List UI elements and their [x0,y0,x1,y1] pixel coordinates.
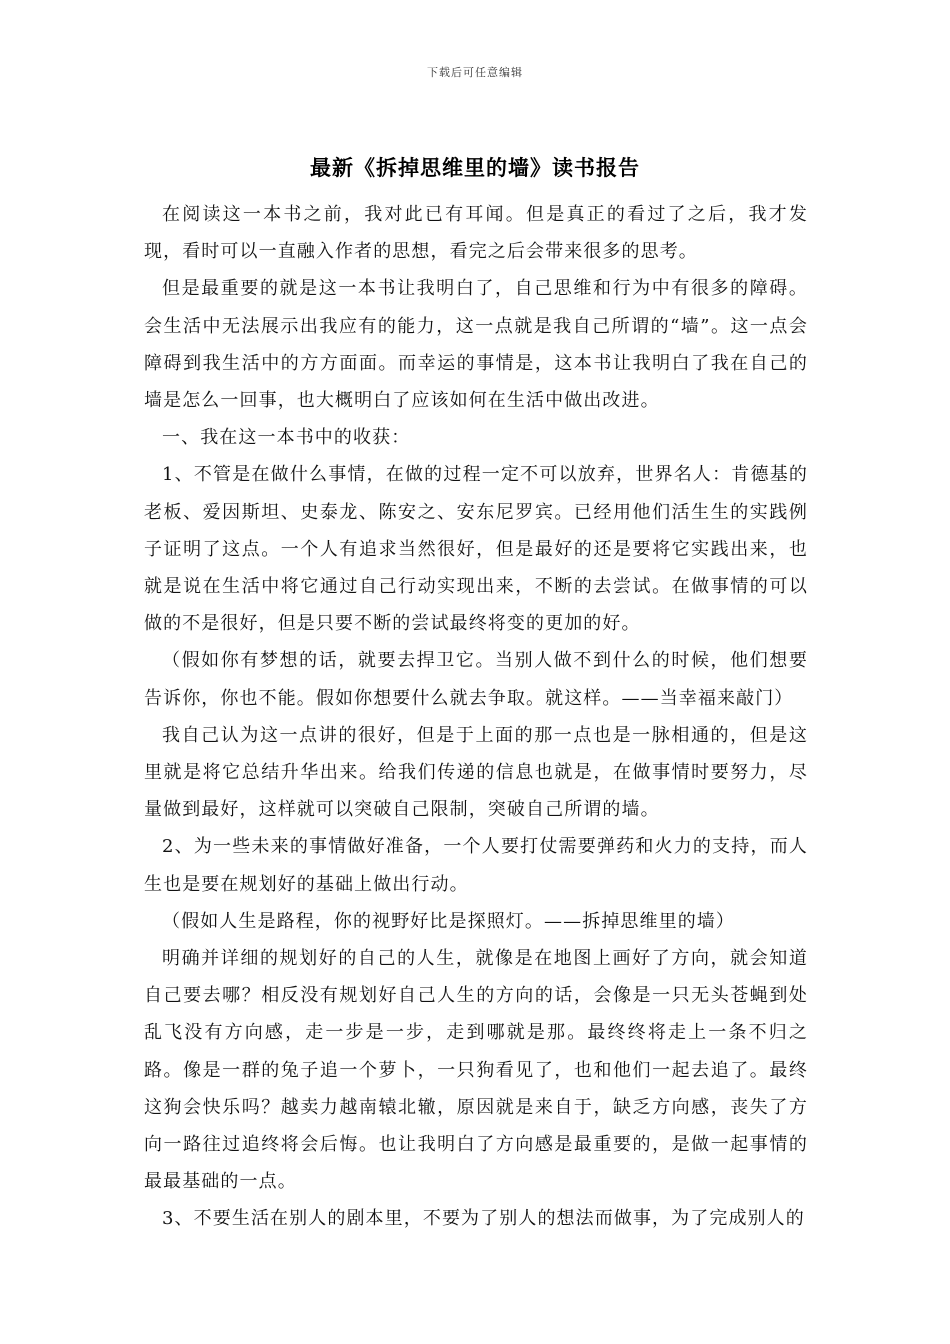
paragraph-point-1: 1、不管是在做什么事情，在做的过程一定不可以放弃，世界名人：肯德基的老板、爱因斯坦、史泰龙、陈安之、安东尼罗宾。已经用他们活生生的实践例子证明了这点。一个人有追求当然很好，但是最好的还是要将它实践出来，也就是说在生活中将它通过自己行动实现出来，不断的去尝试。在做事情的可以做的不是很好，但是只要不断的尝试最终将变的更加的好。 [144,464,808,635]
paragraph-reflection-2: 明确并详细的规划好的自己的人生，就像是在地图上画好了方向，就会知道自己要去哪？相反没有规划好自己人生的方向的话，会像是一只无头苍蝇到处乱飞没有方向感，走一步是一步，走到哪就是那。最终终将走上一条不归之路。像是一群的兔子追一个萝卜，一只狗看见了，也和他们一起去追了。最终这狗会快乐吗？越卖力越南辕北辙，原因就是来自于，缺乏方向感，丧失了方向一路往过追终将会后悔。也让我明白了方向感是最重要的，是做一起事情的最最基础的一点。 [144,948,808,1193]
paragraph-point-2: 2、为一些未来的事情做好准备，一个人要打仗需要弹药和火力的支持，而人生也是要在规划好的基础上做出行动。 [144,836,808,895]
paragraph-point-3: 3、不要生活在别人的剧本里，不要为了别人的想法而做事，为了完成别人的 [162,1208,805,1230]
paragraph-intro: 在阅读这一本书之前，我对此已有耳闻。但是真正的看过了之后，我才发现，看时可以一直融入作者的思想，看完之后会带来很多的思考。 [144,204,808,263]
quote-searchlight: （假如人生是路程，你的视野好比是探照灯。——拆掉思维里的墙） [162,910,735,932]
document-title: 最新《拆掉思维里的墙》读书报告 [310,155,640,180]
paragraph-obstacles: 但是最重要的就是这一本书让我明白了，自己思维和行为中有很多的障碍。会生活中无法展示出我应有的能力，这一点就是我自己所谓的“墙”。这一点会障碍到我生活中的方方面面。而幸运的事情是，这本书让我明白了我在自己的墙是怎么一回事，也大概明白了应该如何在生活中做出改进。 [144,278,808,412]
section-heading-gains: 一、我在这一本书中的收获： [162,427,411,449]
quote-pursuit-of-happyness: （假如你有梦想的话，就要去捍卫它。当别人做不到什么的时候，他们想要告诉你，你也不能。假如你想要什么就去争取。就这样。——当幸福来敲门） [144,650,808,709]
header-note: 下载后可任意编辑 [427,66,523,79]
paragraph-reflection-1: 我自己认为这一点讲的很好，但是于上面的那一点也是一脉相通的，但是这里就是将它总结升华出来。给我们传递的信息也就是，在做事情时要努力，尽量做到最好，这样就可以突破自己限制，突破自己所谓的墙。 [144,724,808,821]
document-body [144,196,808,1238]
